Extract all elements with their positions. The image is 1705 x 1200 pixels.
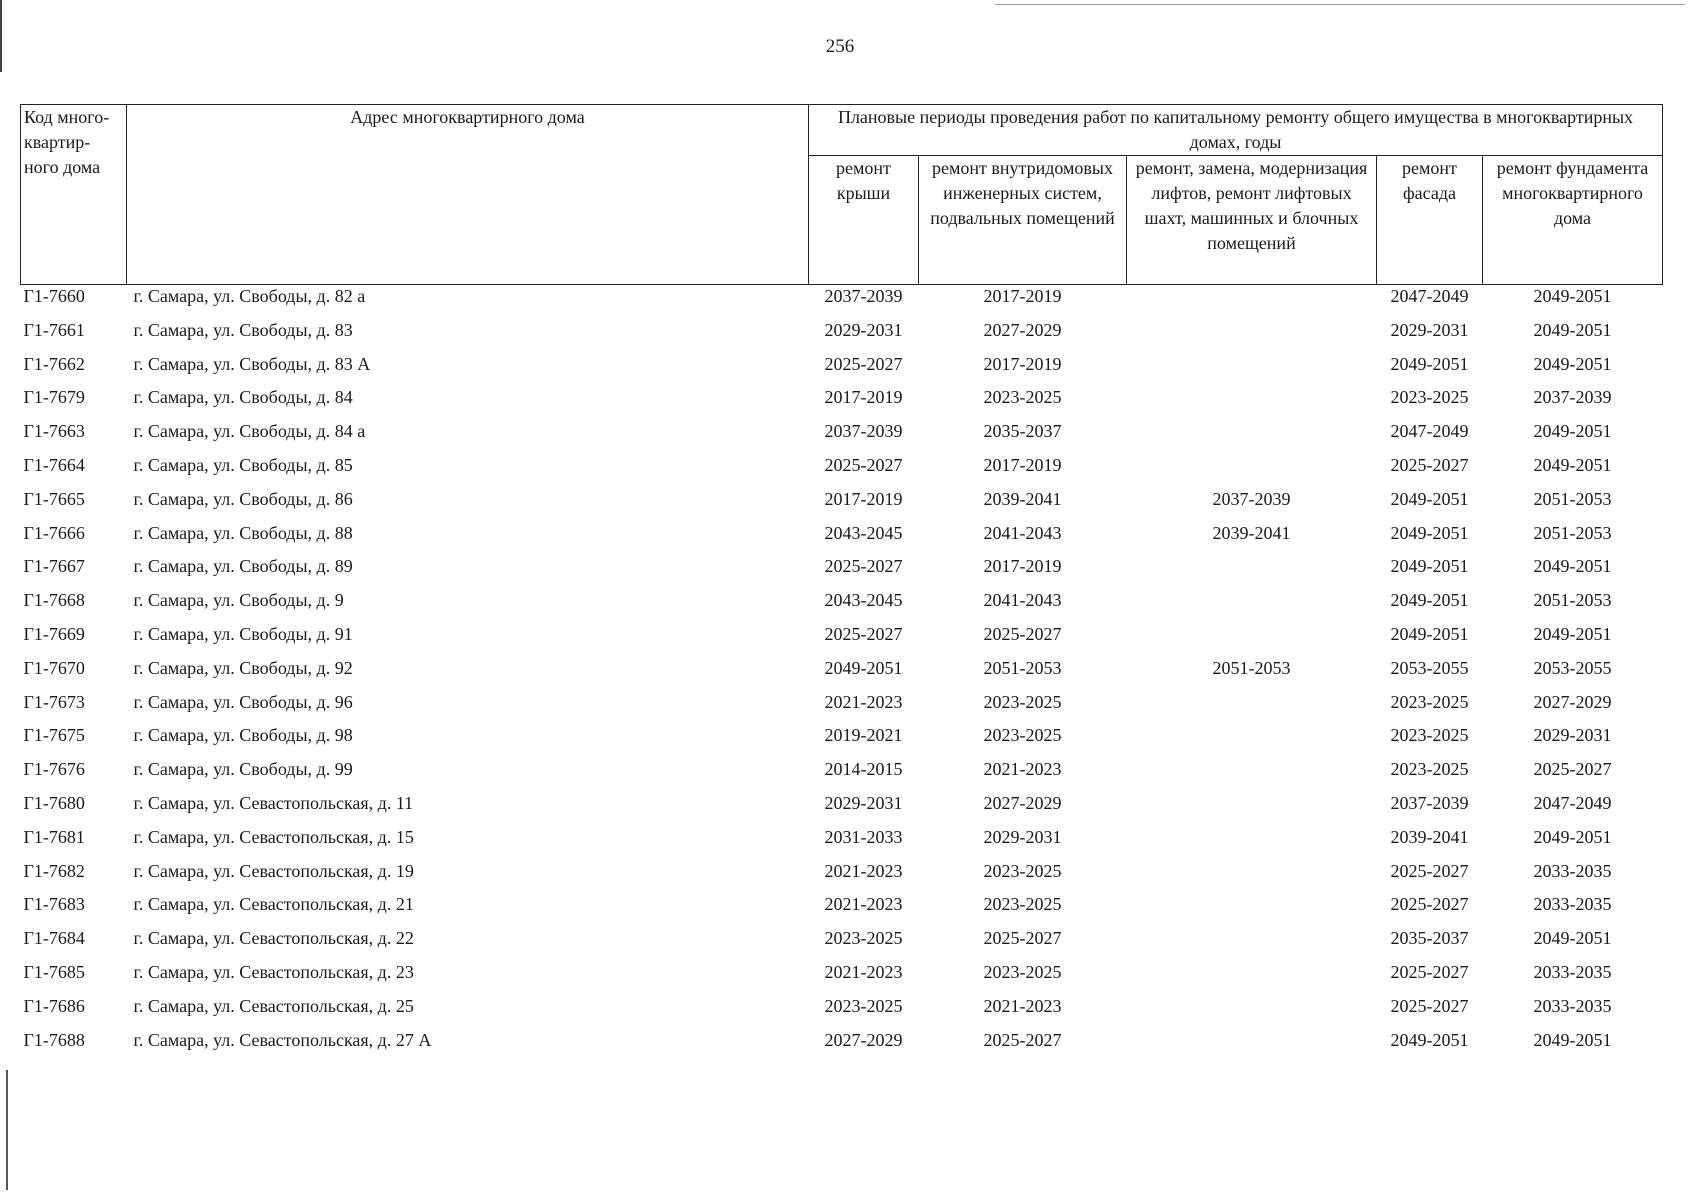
cell-facade: 2023-2025 xyxy=(1390,387,1469,408)
table-row xyxy=(21,961,1663,995)
cell-foundation: 2049-2051 xyxy=(1533,421,1612,442)
cell-foundation: 2033-2035 xyxy=(1533,860,1612,881)
cell-foundation: 2049-2051 xyxy=(1533,623,1612,644)
table-row xyxy=(21,285,1663,319)
cell-roof: 2019-2021 xyxy=(824,725,903,746)
cell-engineering: 2021-2023 xyxy=(983,759,1062,780)
cell-elevators xyxy=(1127,758,1377,792)
cell-facade: 2049-2051 xyxy=(1390,1029,1469,1050)
cell-facade: 2049-2051 xyxy=(1390,590,1469,611)
cell-engineering: 2023-2025 xyxy=(983,961,1062,982)
cell-roof: 2027-2029 xyxy=(824,1029,903,1050)
cell-engineering: 2017-2019 xyxy=(983,286,1062,306)
cell-address: г. Самара, ул. Свободы, д. 82 а xyxy=(133,286,366,306)
cell-foundation: 2049-2051 xyxy=(1533,286,1612,306)
cell-facade: 2047-2049 xyxy=(1390,421,1469,442)
table-row xyxy=(21,589,1663,623)
cell-roof: 2029-2031 xyxy=(824,792,903,813)
cell-code: Г1-7679 xyxy=(23,387,85,408)
table-row xyxy=(21,893,1663,927)
cell-engineering: 2023-2025 xyxy=(983,860,1062,881)
cell-engineering: 2027-2029 xyxy=(983,319,1062,340)
table-row xyxy=(21,353,1663,387)
cell-roof: 2025-2027 xyxy=(824,556,903,577)
table-row xyxy=(21,792,1663,826)
cell-roof: 2043-2045 xyxy=(824,522,903,543)
cell-roof: 2023-2025 xyxy=(824,995,903,1016)
page-number: 256 xyxy=(825,36,855,57)
cell-address: г. Самара, ул. Севастопольская, д. 23 xyxy=(133,961,414,982)
cell-elevators xyxy=(1127,927,1377,961)
cell-engineering: 2029-2031 xyxy=(983,826,1062,847)
cell-roof: 2017-2019 xyxy=(824,387,903,408)
table-row xyxy=(21,691,1663,725)
cell-foundation: 2051-2053 xyxy=(1533,522,1612,543)
cell-foundation: 2033-2035 xyxy=(1533,894,1612,915)
cell-foundation: 2025-2027 xyxy=(1533,759,1612,780)
cell-code: Г1-7669 xyxy=(23,623,85,644)
cell-engineering: 2023-2025 xyxy=(983,894,1062,915)
cell-foundation: 2051-2053 xyxy=(1533,488,1612,509)
cell-elevators xyxy=(1127,623,1377,657)
cell-engineering: 2027-2029 xyxy=(983,792,1062,813)
cell-elevators xyxy=(1127,420,1377,454)
cell-facade: 2049-2051 xyxy=(1390,488,1469,509)
cell-foundation: 2033-2035 xyxy=(1533,961,1612,982)
cell-code: Г1-7668 xyxy=(23,590,85,611)
cell-address: г. Самара, ул. Свободы, д. 91 xyxy=(133,623,353,644)
cell-address: г. Самара, ул. Севастопольская, д. 19 xyxy=(133,860,414,881)
cell-engineering: 2025-2027 xyxy=(983,623,1062,644)
cell-facade: 2053-2055 xyxy=(1390,657,1469,678)
cell-engineering: 2017-2019 xyxy=(983,353,1062,374)
cell-address: г. Самара, ул. Севастопольская, д. 15 xyxy=(133,826,414,847)
table-row xyxy=(21,724,1663,758)
cell-code: Г1-7676 xyxy=(23,759,85,780)
cell-foundation: 2049-2051 xyxy=(1533,928,1612,949)
scan-edge-mark xyxy=(6,1070,8,1190)
cell-foundation: 2033-2035 xyxy=(1533,995,1612,1016)
cell-roof: 2037-2039 xyxy=(824,421,903,442)
cell-engineering: 2025-2027 xyxy=(983,1029,1062,1050)
cell-engineering: 2023-2025 xyxy=(983,725,1062,746)
cell-code: Г1-7683 xyxy=(23,894,85,915)
table-row xyxy=(21,927,1663,961)
cell-facade: 2025-2027 xyxy=(1390,454,1469,475)
cell-elevators xyxy=(1127,353,1377,387)
cell-foundation: 2047-2049 xyxy=(1533,792,1612,813)
table-row xyxy=(21,657,1663,691)
table-row xyxy=(21,1029,1663,1063)
cell-engineering: 2025-2027 xyxy=(983,928,1062,949)
cell-roof: 2014-2015 xyxy=(824,759,903,780)
cell-address: г. Самара, ул. Свободы, д. 85 xyxy=(133,454,353,475)
cell-code: Г1-7680 xyxy=(23,792,85,813)
cell-elevators xyxy=(1127,691,1377,725)
cell-elevators xyxy=(1127,285,1377,319)
cell-address: г. Самара, ул. Севастопольская, д. 22 xyxy=(133,928,414,949)
cell-code: Г1-7666 xyxy=(23,522,85,543)
cell-elevators xyxy=(1127,386,1377,420)
cell-code: Г1-7662 xyxy=(23,353,85,374)
cell-roof: 2043-2045 xyxy=(824,590,903,611)
cell-facade: 2023-2025 xyxy=(1390,725,1469,746)
cell-facade: 2049-2051 xyxy=(1390,353,1469,374)
cell-engineering: 2041-2043 xyxy=(983,522,1062,543)
table-row xyxy=(21,758,1663,792)
cell-roof: 2025-2027 xyxy=(824,623,903,644)
cell-address: г. Самара, ул. Свободы, д. 88 xyxy=(133,522,353,543)
cell-roof: 2029-2031 xyxy=(824,319,903,340)
cell-code: Г1-7684 xyxy=(23,928,85,949)
header-facade: ремонт фасада xyxy=(1377,156,1483,285)
cell-roof: 2037-2039 xyxy=(824,286,903,306)
cell-elevators xyxy=(1127,319,1377,353)
cell-address: г. Самара, ул. Севастопольская, д. 11 xyxy=(133,792,414,813)
cell-engineering: 2051-2053 xyxy=(983,657,1062,678)
cell-engineering: 2017-2019 xyxy=(983,454,1062,475)
table-row xyxy=(21,488,1663,522)
cell-code: Г1-7688 xyxy=(23,1029,85,1050)
cell-foundation: 2049-2051 xyxy=(1533,826,1612,847)
cell-code: Г1-7664 xyxy=(23,454,85,475)
cell-code: Г1-7667 xyxy=(23,556,85,577)
header-engineering: ремонт внутридомовых инженерных систем, подвальных помещений xyxy=(919,156,1127,285)
table-row xyxy=(21,522,1663,556)
cell-elevators xyxy=(1127,1029,1377,1063)
cell-engineering: 2023-2025 xyxy=(983,691,1062,712)
table-row xyxy=(21,826,1663,860)
cell-address: г. Самара, ул. Свободы, д. 84 а xyxy=(133,421,366,442)
cell-code: Г1-7670 xyxy=(23,657,85,678)
cell-code: Г1-7663 xyxy=(23,421,85,442)
cell-code: Г1-7685 xyxy=(23,961,85,982)
cell-elevators xyxy=(1127,826,1377,860)
header-periods-group: Плановые периоды проведения работ по капитальному ремонту общего имущества в многоквартирных домах, годы xyxy=(809,105,1663,156)
cell-roof: 2021-2023 xyxy=(824,961,903,982)
cell-code: Г1-7686 xyxy=(23,995,85,1016)
cell-code: Г1-7681 xyxy=(23,826,85,847)
cell-roof: 2049-2051 xyxy=(824,657,903,678)
cell-code: Г1-7673 xyxy=(23,691,85,712)
header-address: Адрес многоквартирного дома xyxy=(127,105,809,285)
cell-facade: 2025-2027 xyxy=(1390,961,1469,982)
cell-address: г. Самара, ул. Севастопольская, д. 27 А xyxy=(133,1029,432,1050)
cell-roof: 2023-2025 xyxy=(824,928,903,949)
cell-roof: 2025-2027 xyxy=(824,353,903,374)
cell-facade: 2049-2051 xyxy=(1390,556,1469,577)
cell-code: Г1-7660 xyxy=(23,286,85,306)
cell-facade: 2035-2037 xyxy=(1390,928,1469,949)
cell-facade: 2029-2031 xyxy=(1390,319,1469,340)
cell-elevators xyxy=(1127,454,1377,488)
cell-elevators xyxy=(1127,589,1377,623)
cell-foundation: 2029-2031 xyxy=(1533,725,1612,746)
cell-foundation: 2051-2053 xyxy=(1533,590,1612,611)
cell-address: г. Самара, ул. Севастопольская, д. 21 xyxy=(133,894,414,915)
cell-address: г. Самара, ул. Свободы, д. 84 xyxy=(133,387,353,408)
cell-foundation: 2049-2051 xyxy=(1533,319,1612,340)
cell-address: г. Самара, ул. Свободы, д. 89 xyxy=(133,556,353,577)
cell-elevators xyxy=(1127,724,1377,758)
cell-foundation: 2037-2039 xyxy=(1533,387,1612,408)
table-row xyxy=(21,454,1663,488)
cell-facade: 2025-2027 xyxy=(1390,860,1469,881)
cell-code: Г1-7665 xyxy=(23,488,85,509)
cell-facade: 2049-2051 xyxy=(1390,623,1469,644)
cell-elevators xyxy=(1127,860,1377,894)
cell-facade: 2023-2025 xyxy=(1390,691,1469,712)
cell-address: г. Самара, ул. Свободы, д. 99 xyxy=(133,759,353,780)
cell-facade: 2049-2051 xyxy=(1390,522,1469,543)
cell-foundation: 2049-2051 xyxy=(1533,454,1612,475)
cell-address: г. Самара, ул. Свободы, д. 83 А xyxy=(133,353,371,374)
cell-address: г. Самара, ул. Свободы, д. 83 xyxy=(133,319,353,340)
cell-address: г. Самара, ул. Свободы, д. 96 xyxy=(133,691,353,712)
cell-elevators: 2039-2041 xyxy=(1212,522,1291,543)
cell-elevators xyxy=(1127,961,1377,995)
cell-elevators: 2037-2039 xyxy=(1212,488,1291,509)
header-foundation: ремонт фундамента многоквартирного дома xyxy=(1483,156,1663,285)
cell-foundation: 2049-2051 xyxy=(1533,556,1612,577)
cell-address: г. Самара, ул. Свободы, д. 9 xyxy=(133,590,344,611)
cell-code: Г1-7675 xyxy=(23,725,85,746)
cell-foundation: 2049-2051 xyxy=(1533,353,1612,374)
cell-address: г. Самара, ул. Свободы, д. 98 xyxy=(133,725,353,746)
top-rule-line xyxy=(995,4,1685,5)
cell-foundation: 2027-2029 xyxy=(1533,691,1612,712)
cell-facade: 2025-2027 xyxy=(1390,894,1469,915)
table-row xyxy=(21,555,1663,589)
table-row xyxy=(21,386,1663,420)
cell-facade: 2047-2049 xyxy=(1390,286,1469,306)
cell-elevators: 2051-2053 xyxy=(1212,657,1291,678)
table-row xyxy=(21,420,1663,454)
cell-roof: 2017-2019 xyxy=(824,488,903,509)
cell-facade: 2037-2039 xyxy=(1390,792,1469,813)
table-row xyxy=(21,995,1663,1029)
header-code: Код много-квартир-ного дома xyxy=(21,105,127,285)
cell-engineering: 2035-2037 xyxy=(983,421,1062,442)
cell-roof: 2021-2023 xyxy=(824,860,903,881)
cell-roof: 2021-2023 xyxy=(824,894,903,915)
cell-address: г. Самара, ул. Свободы, д. 86 xyxy=(133,488,353,509)
cell-elevators xyxy=(1127,792,1377,826)
cell-address: г. Самара, ул. Севастопольская, д. 25 xyxy=(133,995,414,1016)
capital-repair-table xyxy=(20,104,1663,1062)
cell-roof: 2031-2033 xyxy=(824,826,903,847)
cell-engineering: 2041-2043 xyxy=(983,590,1062,611)
cell-foundation: 2053-2055 xyxy=(1533,657,1612,678)
cell-roof: 2025-2027 xyxy=(824,454,903,475)
header-elevators: ремонт, замена, модернизация лифтов, ремонт лифтовых шахт, машинных и блочных помещений xyxy=(1127,156,1377,285)
cell-roof: 2021-2023 xyxy=(824,691,903,712)
cell-engineering: 2021-2023 xyxy=(983,995,1062,1016)
table-body xyxy=(21,285,1663,1063)
cell-engineering: 2023-2025 xyxy=(983,387,1062,408)
cell-elevators xyxy=(1127,555,1377,589)
cell-elevators xyxy=(1127,995,1377,1029)
cell-engineering: 2017-2019 xyxy=(983,556,1062,577)
cell-facade: 2039-2041 xyxy=(1390,826,1469,847)
table-row xyxy=(21,860,1663,894)
cell-engineering: 2039-2041 xyxy=(983,488,1062,509)
cell-facade: 2025-2027 xyxy=(1390,995,1469,1016)
cell-facade: 2023-2025 xyxy=(1390,759,1469,780)
cell-elevators xyxy=(1127,893,1377,927)
cell-foundation: 2049-2051 xyxy=(1533,1029,1612,1050)
cell-address: г. Самара, ул. Свободы, д. 92 xyxy=(133,657,353,678)
cell-code: Г1-7661 xyxy=(23,319,85,340)
table-row xyxy=(21,623,1663,657)
header-roof: ремонт крыши xyxy=(809,156,919,285)
cell-code: Г1-7682 xyxy=(23,860,85,881)
table-row xyxy=(21,319,1663,353)
